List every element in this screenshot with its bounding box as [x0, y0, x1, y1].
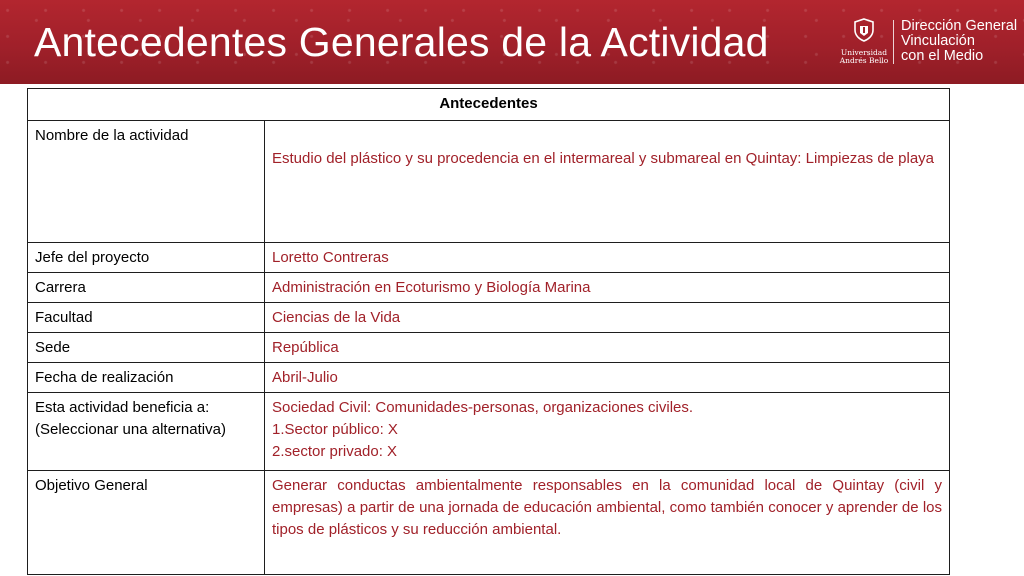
department-line1: Dirección General	[901, 18, 1018, 34]
row-label-objetivo: Objetivo General	[28, 471, 265, 575]
beneficia-line: 1.Sector público: X	[272, 421, 398, 438]
table-row	[28, 303, 950, 333]
beneficia-line: Sociedad Civil: Comunidades-personas, organizaciones civiles.	[272, 399, 694, 416]
row-value-carrera: Administración en Ecoturismo y Biología Marina	[265, 273, 950, 303]
row-label-beneficia: Esta actividad beneficia a: (Seleccionar una alternativa)	[28, 393, 265, 471]
university-name-line1: Universidad	[840, 48, 888, 57]
row-label-jefe: Jefe del proyecto	[28, 243, 265, 273]
table-row	[28, 273, 950, 303]
antecedentes-table	[27, 88, 950, 575]
table-row	[28, 393, 950, 471]
row-value-facultad: Ciencias de la Vida	[265, 303, 950, 333]
row-value-jefe: Loretto Contreras	[265, 243, 950, 273]
slide-header	[0, 0, 1024, 84]
row-value-objetivo: Generar conductas ambientalmente responsables en la comunidad local de Quintay (civil y empresas) a partir de una jornada de educación ambiental, como también conocer y aprender de los tipos de plásticos y su reducción ambiental.	[265, 471, 950, 575]
table-header-row	[28, 89, 950, 121]
row-value-beneficia	[265, 393, 950, 471]
university-logo	[838, 18, 890, 66]
row-value-fecha: Abril-Julio	[265, 363, 950, 393]
row-value-sede: República	[265, 333, 950, 363]
logo-divider	[893, 20, 894, 64]
row-value-nombre: Estudio del plástico y su procedencia en el intermareal y submareal en Quintay: Limpiezas de playa	[265, 121, 950, 243]
department-line3: con el Medio	[901, 48, 984, 64]
department-line2: Vinculación	[901, 33, 975, 49]
row-label-fecha: Fecha de realización	[28, 363, 265, 393]
university-crest-icon	[853, 18, 875, 42]
slide-title: Antecedentes Generales de la Actividad	[34, 19, 769, 65]
table-row	[28, 363, 950, 393]
department-name	[901, 19, 1017, 64]
row-label-carrera: Carrera	[28, 273, 265, 303]
table-header: Antecedentes	[28, 89, 950, 121]
table-row	[28, 471, 950, 575]
table-row	[28, 333, 950, 363]
table-row	[28, 243, 950, 273]
university-name-line2: Andrés Bello	[839, 56, 889, 65]
row-label-facultad: Facultad	[28, 303, 265, 333]
table-row	[28, 121, 950, 243]
row-label-nombre: Nombre de la actividad	[28, 121, 265, 243]
beneficia-line: 2.sector privado: X	[272, 443, 398, 460]
row-label-sede: Sede	[28, 333, 265, 363]
